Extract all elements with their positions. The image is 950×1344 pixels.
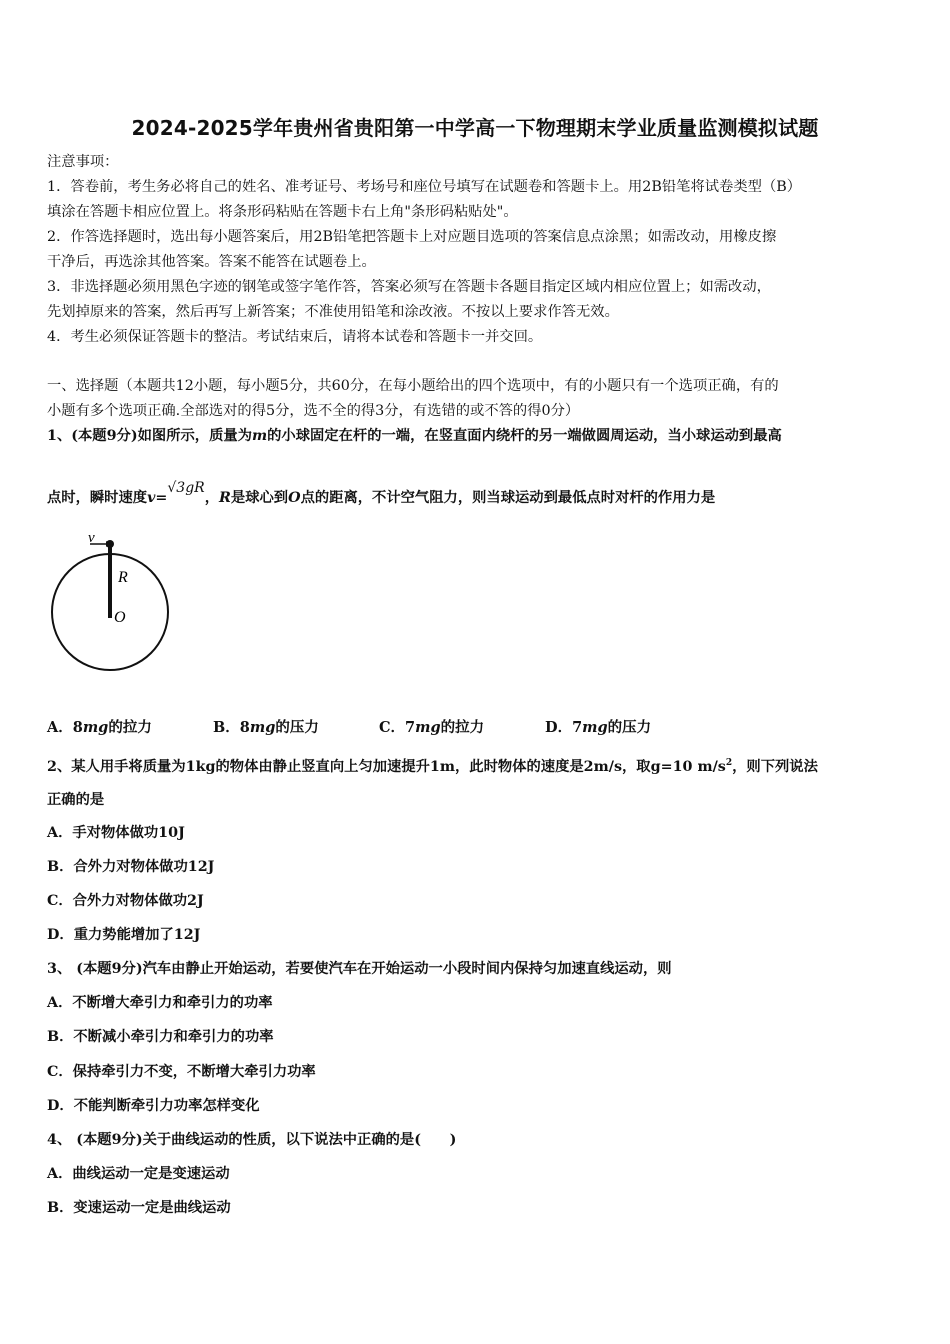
label-v: v (88, 530, 95, 546)
q2-option-a: A．手对物体做功10J (47, 825, 185, 841)
q1-option-c: C．7mg的拉力 (379, 719, 485, 736)
q4-option-b: B．变速运动一定是曲线运动 (47, 1200, 231, 1216)
q1-option-b: B．8mg的压力 (213, 719, 319, 736)
q3-stem: 3、 (本题9分)汽车由静止开始运动，若要使汽车在开始运动一小段时间内保持匀加速直线运动，则 (47, 961, 672, 977)
q2-option-d: D．重力势能增加了12J (47, 927, 201, 943)
notes-heading: 注意事项： (47, 154, 119, 170)
notes-line: 2．作答选择题时，选出每小题答案后，用2B铅笔把答题卡上对应题目选项的答案信息点涂黑；如需改动，用橡皮擦 (47, 229, 777, 245)
q4-stem: 4、 (本题9分)关于曲线运动的性质，以下说法中正确的是( ) (47, 1132, 457, 1148)
q2-stem-line1: 2、某人用手将质量为1kg的物体由静止竖直向上匀加速提升1m，此时物体的速度是2m/s，取g=10 $m/s^2$，则下列说法 (47, 758, 818, 775)
page-title: 2024-2025学年贵州省贵阳第一中学高一下物理期末学业质量监测模拟试题 (131, 116, 819, 140)
notes-line: 4．考生必须保证答题卡的整洁。考试结束后，请将本试卷和答题卡一并交回。 (47, 329, 543, 345)
notes-line: 填涂在答题卡相应位置上。将条形码粘贴在答题卡右上角"条形码粘贴处"。 (47, 204, 518, 220)
notes-line: 干净后，再选涂其他答案。答案不能答在试题卷上。 (47, 254, 376, 270)
label-R: R (118, 569, 128, 586)
q3-option-b: B．不断减小牵引力和牵引力的功率 (47, 1029, 274, 1045)
sqrt-expression: √3gR (167, 480, 205, 496)
q1-options (47, 716, 711, 737)
q2-option-b: B．合外力对物体做功12J (47, 859, 215, 875)
notes-line: 3．非选择题必须用黑色字迹的钢笔或签字笔作答，答案必须写在答题卡各题目指定区域内相应位置上；如需改动， (47, 279, 771, 295)
q3-option-d: D．不能判断牵引力功率怎样变化 (47, 1098, 260, 1114)
notes-line: 1．答卷前，考生务必将自己的姓名、准考证号、考场号和座位号填写在试题卷和答题卡上。用2B铅笔将试卷类型（B） (47, 179, 802, 195)
section-heading: 小题有多个选项正确.全部选对的得5分，选不全的得3分，有选错的或不答的得0分） (47, 403, 580, 419)
circle-motion-figure (44, 528, 174, 686)
q1-option-d: D．7mg的压力 (545, 719, 652, 736)
q4-option-a: A．曲线运动一定是变速运动 (47, 1166, 230, 1182)
section-heading: 一、选择题（本题共12小题，每小题5分，共60分，在每小题给出的四个选项中，有的小题只有一个选项正确，有的 (47, 378, 779, 394)
q2-stem-line2: 正确的是 (47, 792, 105, 808)
q3-option-c: C．保持牵引力不变，不断增大牵引力功率 (47, 1064, 316, 1080)
q2-option-c: C．合外力对物体做功2J (47, 893, 204, 909)
label-O: O (114, 609, 126, 626)
q3-option-a: A．不断增大牵引力和牵引力的功率 (47, 995, 273, 1011)
notes-line: 先划掉原来的答案，然后再写上新答案；不准使用铅笔和涂改液。不按以上要求作答无效。 (47, 304, 619, 320)
q1-stem-line1: 1、(本题9分)如图所示，质量为m的小球固定在杆的一端，在竖直面内绕杆的另一端做圆周运动，当小球运动到最高 (47, 428, 782, 444)
q1-option-a: A．8mg的拉力 (47, 719, 152, 736)
q1-stem-line2: 点时，瞬时速度v=√3gR，R是球心到O点的距离，不计空气阻力，则当球运动到最低点时对杆的作用力是 (47, 480, 716, 506)
